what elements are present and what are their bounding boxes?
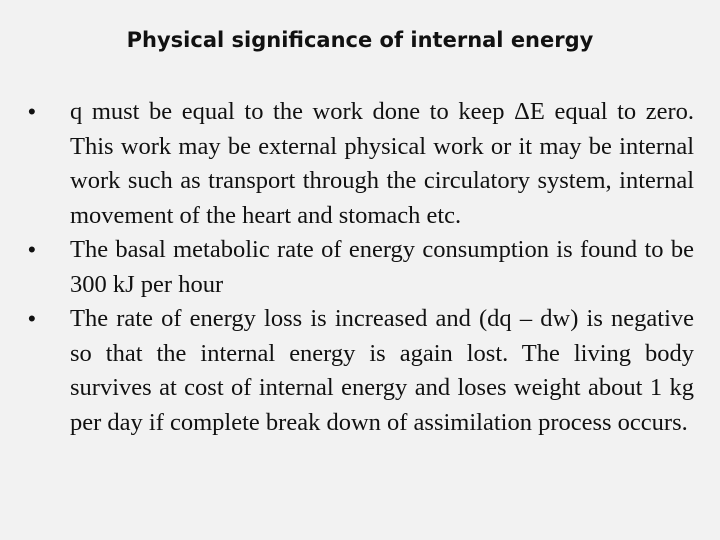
bullet-text-3: The rate of energy loss is increased and (dq – dw) is negative so that the internal energy is again lost. The living body survives at cost of internal energy and loses weight about 1 kg per day if complete break down of assimilation process occurs. [70, 305, 694, 436]
bullet-list [28, 95, 694, 440]
bullet-icon: • [28, 237, 36, 262]
bullet-item-2 [28, 233, 694, 302]
bullet-item-3 [28, 302, 694, 440]
bullet-text-2: The basal metabolic rate of energy consumption is found to be 300 kJ per hour [70, 236, 694, 298]
bullet-icon: • [28, 306, 36, 331]
bullet-text-1: q must be equal to the work done to keep ΔE equal to zero. This work may be external physical work or it may be internal work such as transport through the circulatory system, internal movement of the heart and stomach etc. [70, 98, 694, 229]
slide-title: Physical significance of internal energy [126, 28, 594, 52]
bullet-icon: • [28, 99, 36, 124]
bullet-item-1 [28, 95, 694, 233]
